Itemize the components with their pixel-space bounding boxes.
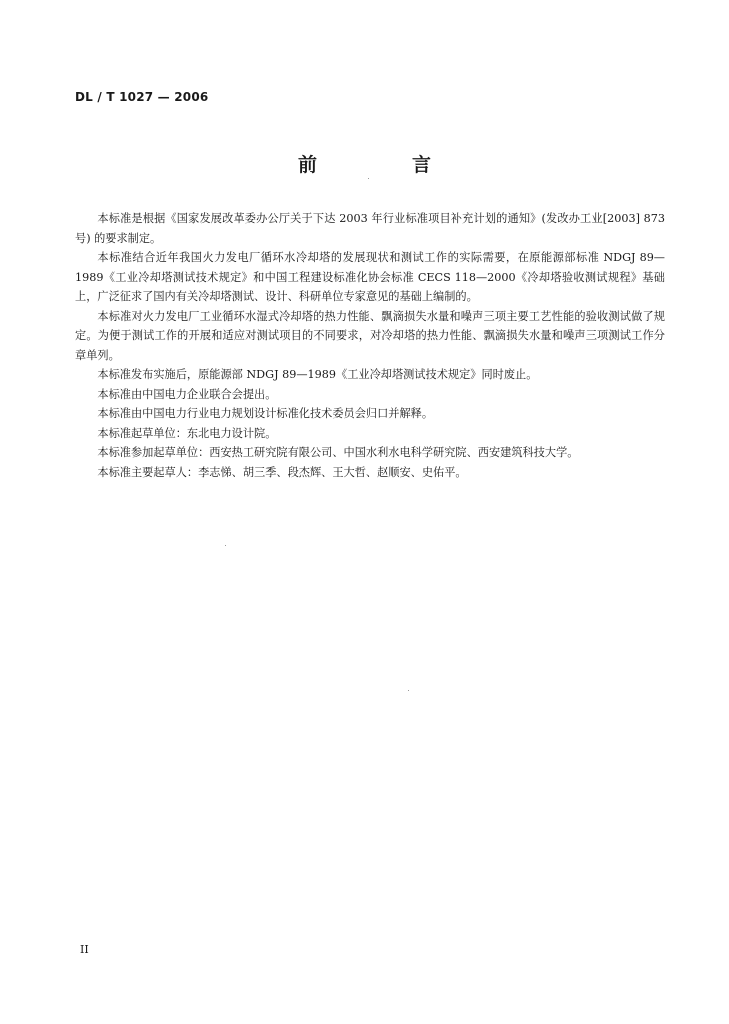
paragraph-background: 本标准结合近年我国火力发电厂循环水冷却塔的发展现状和测试工作的实际需要，在原能源部标准 NDGJ 89—1989《工业冷却塔测试技术规定》和中国工程建设标准化协会标准 CECS 118—2000《冷却塔验收测试规程》基础上，广泛征求了国内有关冷却塔测试、设计、科研单位专家意见的基础上编制的。 — [75, 251, 665, 303]
scan-speck — [368, 178, 369, 179]
paragraph-interpreted-by: 本标准由中国电力行业电力规划设计标准化技术委员会归口并解释。 — [97, 407, 434, 420]
paragraph-supersedes: 本标准发布实施后，原能源部 NDGJ 89—1989《工业冷却塔测试技术规定》同时废止。 — [97, 368, 538, 381]
paragraph-participating-units: 本标准参加起草单位：西安热工研究院有限公司、中国水利水电科学研究院、西安建筑科技大学。 — [97, 446, 579, 459]
paragraph-drafting-unit: 本标准起草单位：东北电力设计院。 — [97, 426, 277, 440]
scan-speck — [408, 690, 409, 691]
scan-speck — [225, 545, 226, 546]
paragraph-proposed-by: 本标准由中国电力企业联合会提出。 — [97, 387, 277, 401]
foreword-body — [75, 209, 665, 482]
standard-code-header: DL / T 1027 — 2006 — [75, 90, 209, 104]
page-number: II — [80, 943, 89, 956]
paragraph-main-drafters: 本标准主要起草人：李志悌、胡三季、段杰辉、王大哲、赵顺安、史佑平。 — [97, 465, 467, 479]
page-title: 前 言 — [297, 154, 469, 176]
paragraph-scope: 本标准对火力发电厂工业循环水湿式冷却塔的热力性能、飘滴损失水量和噪声三项主要工艺性能的验收测试做了规定。为便于测试工作的开展和适应对测试项目的不同要求，对冷却塔的热力性能、飘滴损失水量和噪声三项测试工作分章单列。 — [75, 309, 665, 362]
paragraph-basis: 本标准是根据《国家发展改革委办公厅关于下达 2003 年行业标准项目补充计划的通知》(发改办工业[2003] 873 号) 的要求制定。 — [75, 212, 665, 245]
